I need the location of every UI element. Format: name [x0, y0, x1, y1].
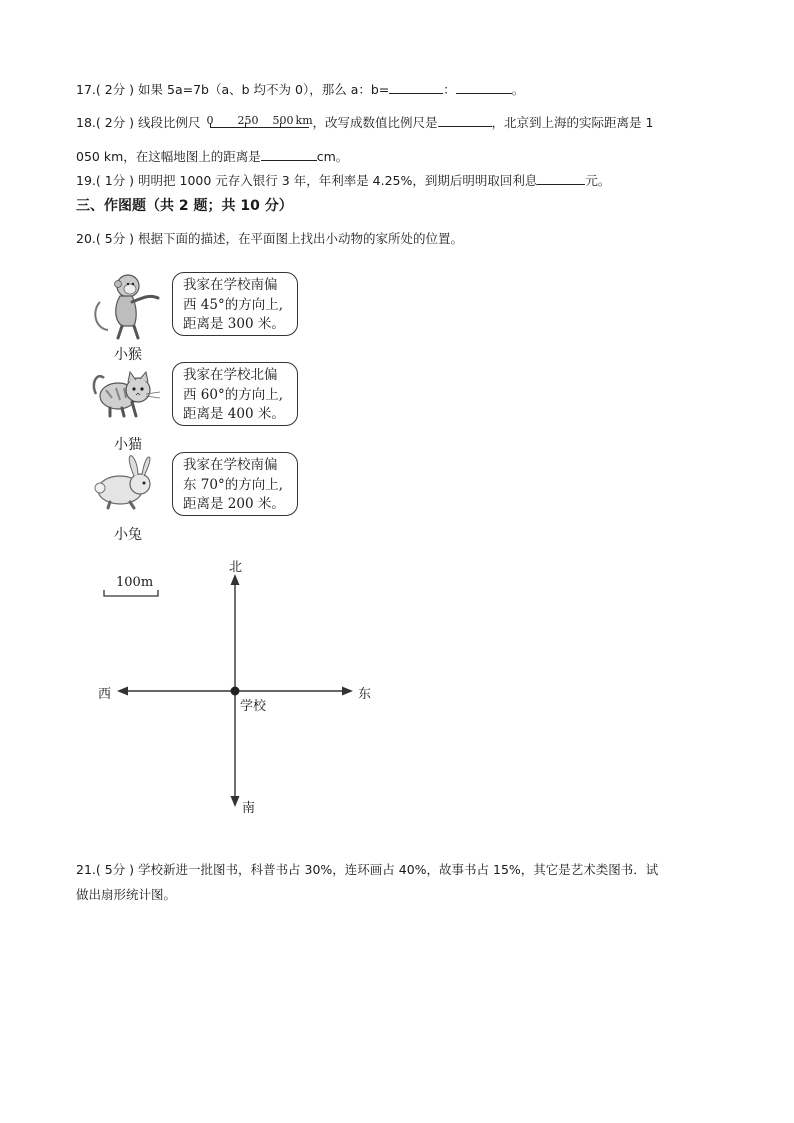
- west-label: 西: [98, 687, 112, 702]
- bubble-line: 西 45°的方向上,: [183, 296, 284, 313]
- bubble-line: 我家在学校北偏: [183, 367, 278, 383]
- question-number: 17.: [76, 82, 96, 97]
- question-points: ( 5分 ): [95, 231, 135, 246]
- scale-label-500: 500: [272, 114, 294, 127]
- question-number: 21.: [76, 862, 96, 877]
- north-arrowhead: [231, 574, 240, 585]
- animal-name: 小兔: [114, 527, 142, 543]
- question-points: ( 2分 ): [95, 82, 135, 97]
- school-label: 学校: [240, 699, 267, 714]
- bubble-line: 我家在学校南偏: [183, 457, 278, 473]
- question-text-end: 。: [511, 82, 525, 97]
- bubble-line: 距离是 400 米。: [183, 406, 285, 422]
- question-points: ( 2分 ): [95, 115, 135, 130]
- bubble-line: 西 60°的方向上,: [183, 386, 284, 403]
- animal-name: 小猴: [114, 347, 142, 363]
- north-label: 北: [229, 560, 243, 575]
- question-text: 元。: [585, 173, 611, 188]
- map-scale-bar: [104, 590, 158, 596]
- bubble-line: 距离是 200 米。: [183, 496, 285, 512]
- question-text: cm。: [316, 149, 349, 164]
- question-21: [76, 862, 658, 878]
- scale-unit: km: [295, 114, 313, 127]
- question-text: 根据下面的描述，在平面图上找出小动物的家所处的位置。: [138, 231, 464, 246]
- question-text: ，改写成数值比例尺是: [312, 115, 438, 130]
- scale-label-250: 250: [237, 114, 259, 127]
- bubble-line: 东 70°的方向上,: [183, 476, 284, 493]
- question-text: 明明把 1000 元存入银行 3 年，年利率是 4.25%，到期后明明取回利息: [138, 173, 538, 188]
- question-21-line-2: 做出扇形统计图。: [76, 887, 177, 902]
- bubble-line: 我家在学校南偏: [183, 277, 278, 293]
- west-arrowhead: [117, 687, 128, 696]
- question-number: 20.: [76, 231, 96, 246]
- question-points: ( 1分 ): [95, 173, 135, 188]
- south-arrowhead: [231, 796, 240, 807]
- question-number: 18.: [76, 115, 96, 130]
- question-text: 如果 5a=7b（a、b 均不为 0），那么 a：b=: [138, 82, 390, 97]
- school-point: [231, 687, 240, 696]
- scale-label-0: 0: [206, 114, 214, 127]
- south-label: 南: [242, 801, 256, 816]
- question-text: 学校新进一批图书，科普书占 30%，连环画占 40%，故事书占 15%，其它是艺术类图书．试: [138, 862, 659, 877]
- bubble-line: 距离是 300 米。: [183, 316, 285, 332]
- question-text: 050 km，在这幅地图上的距离是: [76, 149, 261, 164]
- east-label: 东: [358, 687, 372, 702]
- question-points: ( 5分 ): [95, 862, 135, 877]
- section-title: 三、作图题（共 2 题；共 10 分）: [76, 198, 293, 214]
- animal-name: 小猫: [114, 437, 142, 453]
- east-arrowhead: [342, 687, 353, 696]
- question-text: ，北京到上海的实际距离是 1: [491, 115, 654, 130]
- ratio-separator: ：: [443, 82, 456, 97]
- map-scale-label: 100m: [116, 575, 154, 590]
- question-text: 线段比例尺: [138, 115, 201, 130]
- question-number: 19.: [76, 173, 96, 188]
